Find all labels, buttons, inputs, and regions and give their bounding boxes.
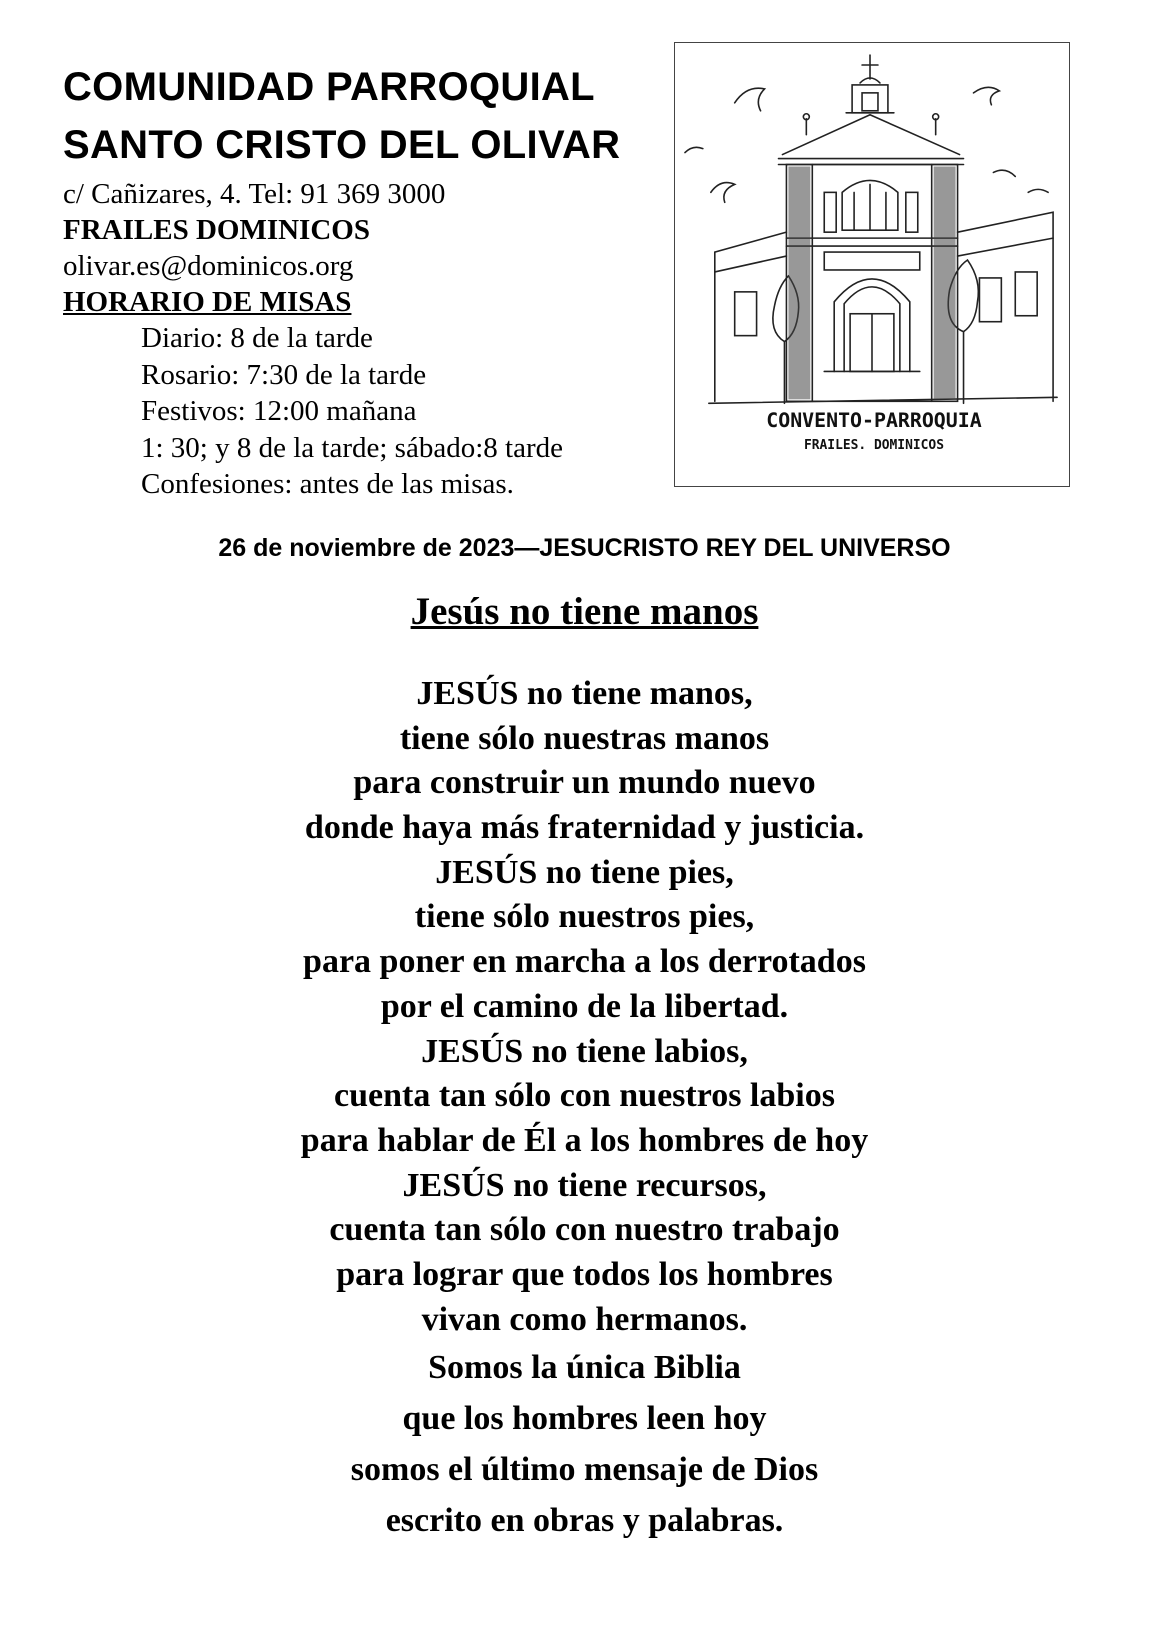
parish-email: olivar.es@dominicos.org bbox=[63, 250, 354, 282]
religious-order: FRAILES DOMINICOS bbox=[63, 214, 370, 246]
poem-verse: vivan como hermanos. bbox=[421, 1300, 748, 1338]
sketch-caption-sub: FRAILES. DOMINICOS bbox=[803, 438, 945, 454]
poem-verse: tiene sólo nuestras manos bbox=[399, 719, 770, 757]
sketch-caption-main: CONVENTO-PARROQUIA bbox=[766, 409, 982, 433]
schedule-item: Confesiones: antes de las misas. bbox=[141, 468, 514, 500]
poem-verse: donde haya más fraternidad y justicia. bbox=[304, 809, 865, 847]
poem-verse: JESÚS no tiene pies, bbox=[435, 853, 734, 891]
poem-verse: JESÚS no tiene recursos, bbox=[402, 1166, 767, 1204]
mass-schedule-heading: HORARIO DE MISAS bbox=[63, 286, 352, 318]
poem-verse: tiene sólo nuestros pies, bbox=[414, 898, 755, 936]
poem-verse: que los hombres leen hoy bbox=[402, 1400, 767, 1438]
schedule-item: 1: 30; y 8 de la tarde; sábado:8 tarde bbox=[141, 431, 563, 464]
schedule-item: Rosario: 7:30 de la tarde bbox=[141, 358, 427, 391]
poem-verse: Somos la única Biblia bbox=[428, 1349, 741, 1387]
schedule-item: Festivos: 12:00 mañana bbox=[141, 395, 417, 427]
church-sketch-svg bbox=[675, 43, 1069, 486]
poem-verse: cuenta tan sólo con nuestros labios bbox=[334, 1077, 835, 1115]
parish-name-line-2: SANTO CRISTO DEL OLIVAR bbox=[63, 123, 621, 167]
schedule-item: Diario: 8 de la tarde bbox=[141, 322, 373, 354]
poem-verse: JESÚS no tiene manos, bbox=[416, 675, 753, 712]
poem-verse: por el camino de la libertad. bbox=[380, 987, 789, 1025]
poem-verse: para lograr que todos los hombres bbox=[336, 1255, 833, 1293]
mass-schedule-list bbox=[63, 320, 663, 503]
poem-verse: para poner en marcha a los derrotados bbox=[303, 943, 866, 981]
poem-verse: para construir un mundo nuevo bbox=[353, 764, 816, 802]
poem-verse: cuenta tan sólo con nuestro trabajo bbox=[329, 1211, 840, 1249]
poem-body bbox=[0, 672, 1169, 1546]
poem-verse: escrito en obras y palabras. bbox=[385, 1502, 784, 1540]
poem-verse: somos el último mensaje de Dios bbox=[350, 1451, 819, 1489]
liturgical-date: 26 de noviembre de 2023—JESUCRISTO REY DEL UNIVERSO bbox=[218, 534, 951, 562]
church-sketch-illustration bbox=[674, 42, 1070, 487]
parish-address: c/ Cañizares, 4. Tel: 91 369 3000 bbox=[63, 178, 446, 210]
poem-verse: para hablar de Él a los hombres de hoy bbox=[300, 1121, 869, 1159]
poem-verse: JESÚS no tiene labios, bbox=[421, 1032, 748, 1070]
parish-name-line-1: COMUNIDAD PARROQUIAL bbox=[63, 65, 595, 109]
parish-header bbox=[63, 58, 663, 503]
poem-title: Jesús no tiene manos bbox=[410, 590, 759, 633]
